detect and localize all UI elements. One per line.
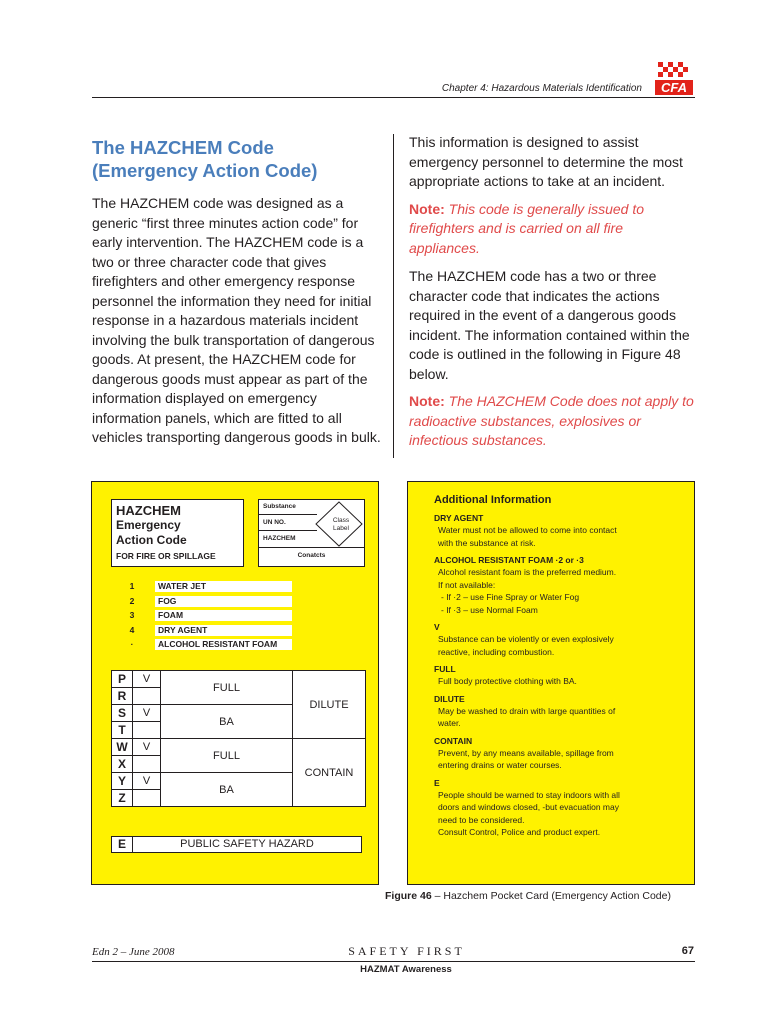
footer-subtitle: HAZMAT Awareness bbox=[360, 964, 452, 975]
logo-text: CFA bbox=[661, 80, 687, 95]
right-column bbox=[409, 133, 697, 451]
cfa-logo bbox=[655, 60, 693, 96]
info-heading: DRY AGENT bbox=[434, 513, 484, 523]
info-line: If not available: bbox=[438, 579, 496, 590]
info-heading: FULL bbox=[434, 664, 456, 674]
additional-info-card bbox=[407, 481, 695, 885]
info-heading: DILUTE bbox=[434, 693, 465, 704]
info-line: Consult Control, Police and product expert. bbox=[438, 827, 601, 837]
violent-mark: V bbox=[133, 671, 161, 688]
violent-mark: V bbox=[133, 773, 161, 790]
empty-cell bbox=[133, 688, 161, 705]
info-line: need to be considered. bbox=[438, 814, 525, 825]
ba-cell: BA bbox=[161, 773, 293, 807]
figure-label: Figure 46 bbox=[385, 890, 432, 902]
note-text: The HAZCHEM Code does not apply to radioactive substances, explosives or infectious substances. bbox=[409, 393, 694, 448]
legend-row bbox=[122, 596, 292, 607]
info-text bbox=[434, 524, 684, 549]
legend-row bbox=[122, 639, 292, 650]
note-issued bbox=[409, 200, 697, 259]
purpose-paragraph: This information is designed to assist emergency personnel to determine the most appropriate actions to take at an incident. bbox=[409, 134, 683, 189]
extinguishing-legend bbox=[122, 581, 292, 654]
info-line: Alcohol resistant foam is the preferred medium. bbox=[438, 567, 617, 577]
info-line: entering drains or water courses. bbox=[438, 760, 562, 770]
column-divider bbox=[393, 134, 394, 458]
legend-number: 2 bbox=[129, 595, 135, 606]
info-heading: E bbox=[434, 777, 440, 788]
class-label-text: Class Label bbox=[332, 517, 350, 532]
page-number: 67 bbox=[681, 945, 694, 957]
info-heading: ALCOHOL RESISTANT FOAM ·2 or ·3 bbox=[434, 555, 584, 565]
panel-rule bbox=[259, 530, 317, 531]
info-line: Substance can be violently or even explosively bbox=[438, 634, 614, 644]
substance-label: Substance bbox=[263, 503, 296, 510]
info-text bbox=[434, 747, 684, 772]
info-line: - If ·2 – use Fine Spray or Water Fog bbox=[441, 592, 580, 602]
title-line-1: The HAZCHEM Code bbox=[92, 137, 274, 158]
info-line: People should be warned to stay indoors with all bbox=[438, 789, 620, 800]
info-line: doors and windows closed, -but evacuation may bbox=[438, 802, 619, 812]
figure-caption-text: – Hazchem Pocket Card (Emergency Action Code) bbox=[431, 890, 671, 902]
info-text bbox=[434, 675, 684, 688]
contain-cell: CONTAIN bbox=[293, 739, 366, 807]
info-line: with the substance at risk. bbox=[438, 537, 536, 548]
public-safety-row bbox=[111, 836, 362, 853]
info-line: Prevent, by any means available, spillage from bbox=[438, 747, 614, 758]
un-no-label: UN NO. bbox=[263, 519, 286, 526]
info-line: - If ·3 – use Normal Foam bbox=[441, 604, 538, 615]
info-line: reactive, including combustion. bbox=[438, 646, 555, 657]
substance-panel bbox=[258, 499, 365, 567]
note-label: Note: bbox=[409, 200, 445, 217]
legend-row bbox=[122, 581, 292, 592]
intro-paragraph: The HAZCHEM code was designed as a generic “first three minutes action code” for early intervention. The HAZCHEM code is a two or three character code that gives firefighters and other emergency response personnel the information they need for initial response in a hazardous materials incident involving the bulk transportation of dangerous goods. At present, the HAZCHEM code for dangerous goods must appear as part of the information displayed on emergency information panels, which are fitted to all vehicles transporting dangerous goods in bulk. bbox=[92, 195, 381, 445]
empty-cell bbox=[133, 722, 161, 739]
info-heading: V bbox=[434, 622, 440, 632]
violent-mark: V bbox=[133, 739, 161, 756]
panel-rule bbox=[259, 514, 317, 515]
hazchem-subtitle-1: Emergency bbox=[116, 518, 181, 532]
hazchem-code-table bbox=[111, 670, 366, 807]
legend-row bbox=[122, 625, 292, 636]
note-label: Note: bbox=[409, 393, 445, 409]
legend-row bbox=[122, 610, 292, 621]
legend-number: 1 bbox=[129, 581, 135, 591]
info-line: water. bbox=[438, 718, 461, 728]
legend-number: 3 bbox=[129, 610, 135, 620]
empty-cell bbox=[133, 756, 161, 773]
legend-number: 4 bbox=[129, 624, 135, 635]
code-letter-s: S bbox=[112, 705, 133, 722]
contacts-label: Conatcts bbox=[297, 552, 326, 559]
hazchem-card bbox=[91, 481, 379, 885]
legend-label: FOAM bbox=[155, 610, 292, 621]
full-cell: FULL bbox=[161, 671, 293, 705]
code-letter-e: E bbox=[112, 837, 133, 852]
info-text bbox=[434, 566, 684, 616]
info-line: Full body protective clothing with BA. bbox=[438, 676, 577, 686]
footer-rule bbox=[92, 961, 695, 962]
info-heading: CONTAIN bbox=[434, 735, 473, 746]
hazchem-field-label: HAZCHEM bbox=[263, 535, 296, 542]
info-line: Water must not be allowed to come into contact bbox=[438, 525, 617, 535]
code-paragraph: The HAZCHEM code has a two or three character code that indicates the actions required in the event of a dangerous goods incident. The information contained within the code is outlined in the following in Figure 48 below. bbox=[409, 268, 690, 382]
note-text: This code is generally issued to firefighters and is carried on all fire appliances. bbox=[409, 200, 644, 256]
header-rule bbox=[92, 97, 695, 98]
additional-info bbox=[434, 494, 684, 845]
code-letter-p: P bbox=[112, 671, 133, 688]
footer-title: SAFETY FIRST bbox=[348, 944, 465, 958]
code-letter-t: T bbox=[112, 722, 133, 739]
hazchem-title: HAZCHEM bbox=[116, 503, 181, 518]
hazchem-subtitle-2: Action Code bbox=[116, 533, 187, 547]
note-not-apply bbox=[409, 392, 697, 451]
title-line-2: (Emergency Action Code) bbox=[92, 160, 318, 181]
code-letter-z: Z bbox=[112, 790, 133, 807]
code-letter-y: Y bbox=[112, 773, 133, 790]
legend-label: DRY AGENT bbox=[155, 625, 292, 636]
hazchem-title-box bbox=[111, 499, 244, 567]
public-safety-text: PUBLIC SAFETY HAZARD bbox=[180, 838, 314, 850]
empty-cell bbox=[133, 790, 161, 807]
chapter-header: Chapter 4: Hazardous Materials Identification bbox=[441, 83, 642, 94]
info-text bbox=[434, 789, 684, 839]
violent-mark: V bbox=[133, 705, 161, 722]
hazchem-small-label: FOR FIRE OR SPILLAGE bbox=[116, 551, 216, 561]
legend-label: ALCOHOL RESISTANT FOAM bbox=[155, 639, 292, 650]
dilute-cell: DILUTE bbox=[293, 671, 366, 739]
info-text bbox=[434, 633, 684, 658]
figure-caption bbox=[385, 890, 671, 902]
section-title bbox=[92, 136, 382, 182]
full-cell: FULL bbox=[161, 739, 293, 773]
legend-label: FOG bbox=[155, 596, 292, 607]
code-letter-r: R bbox=[112, 688, 133, 705]
left-column bbox=[92, 136, 382, 448]
code-letter-w: W bbox=[112, 739, 133, 756]
legend-number: · bbox=[130, 639, 134, 649]
additional-info-title: Additional Information bbox=[434, 494, 552, 506]
legend-label: WATER JET bbox=[155, 581, 292, 592]
panel-rule bbox=[259, 547, 364, 548]
code-letter-x: X bbox=[112, 756, 133, 773]
ba-cell: BA bbox=[161, 705, 293, 739]
info-text bbox=[434, 705, 684, 730]
edition-label: Edn 2 – June 2008 bbox=[92, 946, 175, 958]
info-line: May be washed to drain with large quantities of bbox=[438, 705, 616, 716]
